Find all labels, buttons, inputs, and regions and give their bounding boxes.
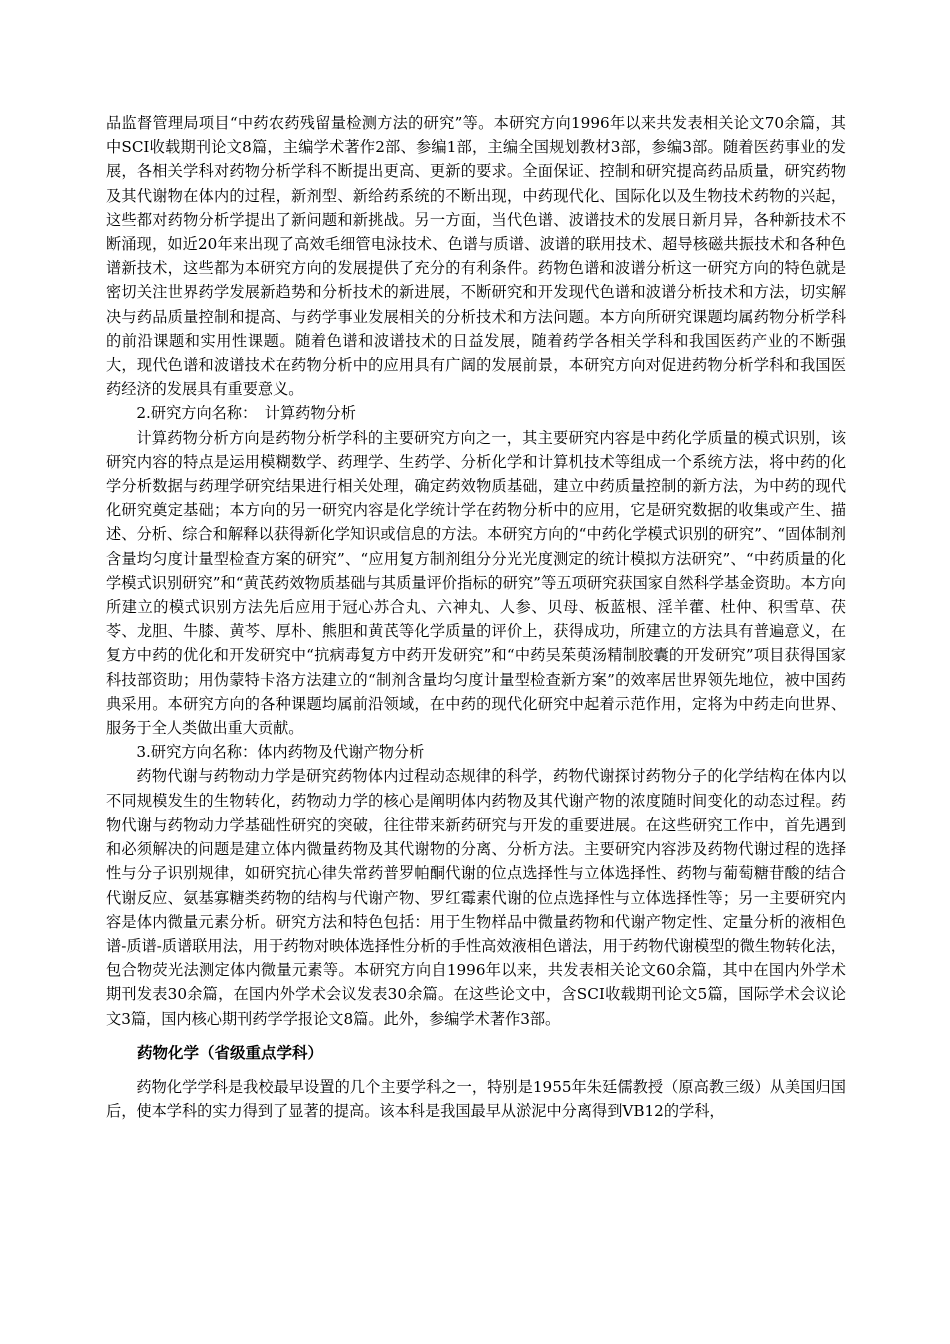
section-body-medicinal-chemistry: 药物化学学科是我校最早设置的几个主要学科之一，特别是1955年朱廷儒教授（原高教三级）从美国归国后，使本学科的实力得到了显著的提高。该本科是我国最早从淤泥中分离得到VB12的学科，	[106, 1077, 846, 1120]
direction-3-heading: 3.研究方向名称：体内药物及代谢产物分析	[136, 743, 425, 762]
paragraph-intro: 品监督管理局项目“中药农药残留量检测方法的研究”等。本研究方向1996年以来共发表相关论文70余篇，其中SCI收载期刊论文8篇，主编学术著作2部、参编1部，主编全国规划教材3部，参编3部。随着医药事业的发展，各相关学科对药物分析学科不断提出更高、更新的要求。全面保证、控制和研究提高药品质量，研究药物及其代谢物在体内的过程，新剂型、新给药系统的不断出现，中药现代化、国际化以及生物技术药物的兴起，这些都对药物分析学提出了新问题和新挑战。另一方面，当代色谱、波谱技术的发展日新月异，各种新技术不断涌现，如近20年来出现了高效毛细管电泳技术、色谱与质谱、波谱的联用技术、超导核磁共振技术和各种色谱新技术，这些都为本研究方向的发展提供了充分的有利条件。药物色谱和波谱分析这一研究方向的特色就是密切关注世界药学发展新趋势和分析技术的新进展，不断研究和开发现代色谱和波谱分析技术和方法，切实解决与药品质量控制和提高、与药学事业发展相关的分析技术和方法问题。本方向所研究课题均属药物分析学科的前沿课题和实用性课题。随着色谱和波谱技术的日益发展，随着药学各相关学科和我国医药产业的不断强大，现代色谱和波谱技术在药物分析中的应用具有广阔的发展前景，本研究方向对促进药物分析学科和我国医药经济的发展具有重要意义。	[106, 114, 846, 399]
direction-3-body: 药物代谢与药物动力学是研究药物体内过程动态规律的科学，药物代谢探讨药物分子的化学结构在体内以不同规模发生的生物转化，药物动力学的核心是阐明体内药物及其代谢产物的浓度随时间变化的动态过程。药物代谢与药物动力学基础性研究的突破，往往带来新药研究与开发的重要进展。在这些研究工作中，首先遇到和必须解决的问题是建立体内微量药物及其代谢物的分离、分析方法。主要研究内容涉及药物代谢过程的选择性与分子识别规律，如研究抗心律失常药普罗帕酮代谢的位点选择性与立体选择性、药物与葡萄糖苷酸的结合代谢反应、氨基寡糖类药物的结构与代谢产物、罗红霉素代谢的位点选择性与立体选择性等；另一主要研究内容是体内微量元素分析。研究方法和特色包括：用于生物样品中微量药物和代谢产物定性、定量分析的液相色谱-质谱-质谱联用法，用于药物对映体选择性分析的手性高效液相色谱法，用于药物代谢模型的微生物转化法，包合物荧光法测定体内微量元素等。本研究方向自1996年以来，共发表相关论文60余篇，其中在国内外学术期刊发表30余篇，在国内外学术会议发表30余篇。在这些论文中，含SCI收载期刊论文5篇，国际学术会议论文3篇，国内核心期刊药学学报论文8篇。此外，参编学术著作3部。	[106, 767, 846, 1028]
section-title-medicinal-chemistry: 药物化学（省级重点学科）	[137, 1043, 324, 1062]
direction-2-body: 计算药物分析方向是药物分析学科的主要研究方向之一，其主要研究内容是中药化学质量的模式识别，该研究内容的特点是运用模糊数学、药理学、生药学、分析化学和计算机技术等组成一个系统方法，将中药的化学分析数据与药理学研究结果进行相关处理，确定药效物质基础，建立中药质量控制的新方法，为中药的现代化研究奠定基础；本方向的另一研究内容是化学统计学在药物分析中的应用，它是研究数据的收集或产生、描述、分析、综合和解释以获得新化学知识或信息的方法。本研究方向的“中药化学模式识别的研究”、“固体制剂含量均匀度计量型检查方案的研究”、“应用复方制剂组分分光光度测定的统计模拟方法研究”、“中药质量的化学模式识别研究”和“黄芪药效物质基础与其质量评价指标的研究”等五项研究获国家自然科学基金资助。本方向所建立的模式识别方法先后应用于冠心苏合丸、六神丸、人参、贝母、板蓝根、淫羊藿、杜仲、积雪草、茯苓、龙胆、牛膝、黄芩、厚朴、熊胆和黄芪等化学质量的评价上，获得成功，所建立的方法具有普遍意义，在复方中药的优化和开发研究中“抗病毒复方中药开发研究”和“中药吴茱萸汤精制胶囊的开发研究”项目获得国家科技部资助；用伪蒙特卡洛方法建立的“制剂含量均匀度计量型检查新方案”的效率居世界领先地位，被中国药典采用。本研究方向的各种课题均属前沿领域，在中药的现代化研究中起着示范作用，定将为中药走向世界、服务于全人类做出重大贡献。	[106, 428, 846, 738]
document-body	[106, 111, 846, 1123]
direction-2-heading: 2.研究方向名称： 计算药物分析	[136, 404, 356, 423]
